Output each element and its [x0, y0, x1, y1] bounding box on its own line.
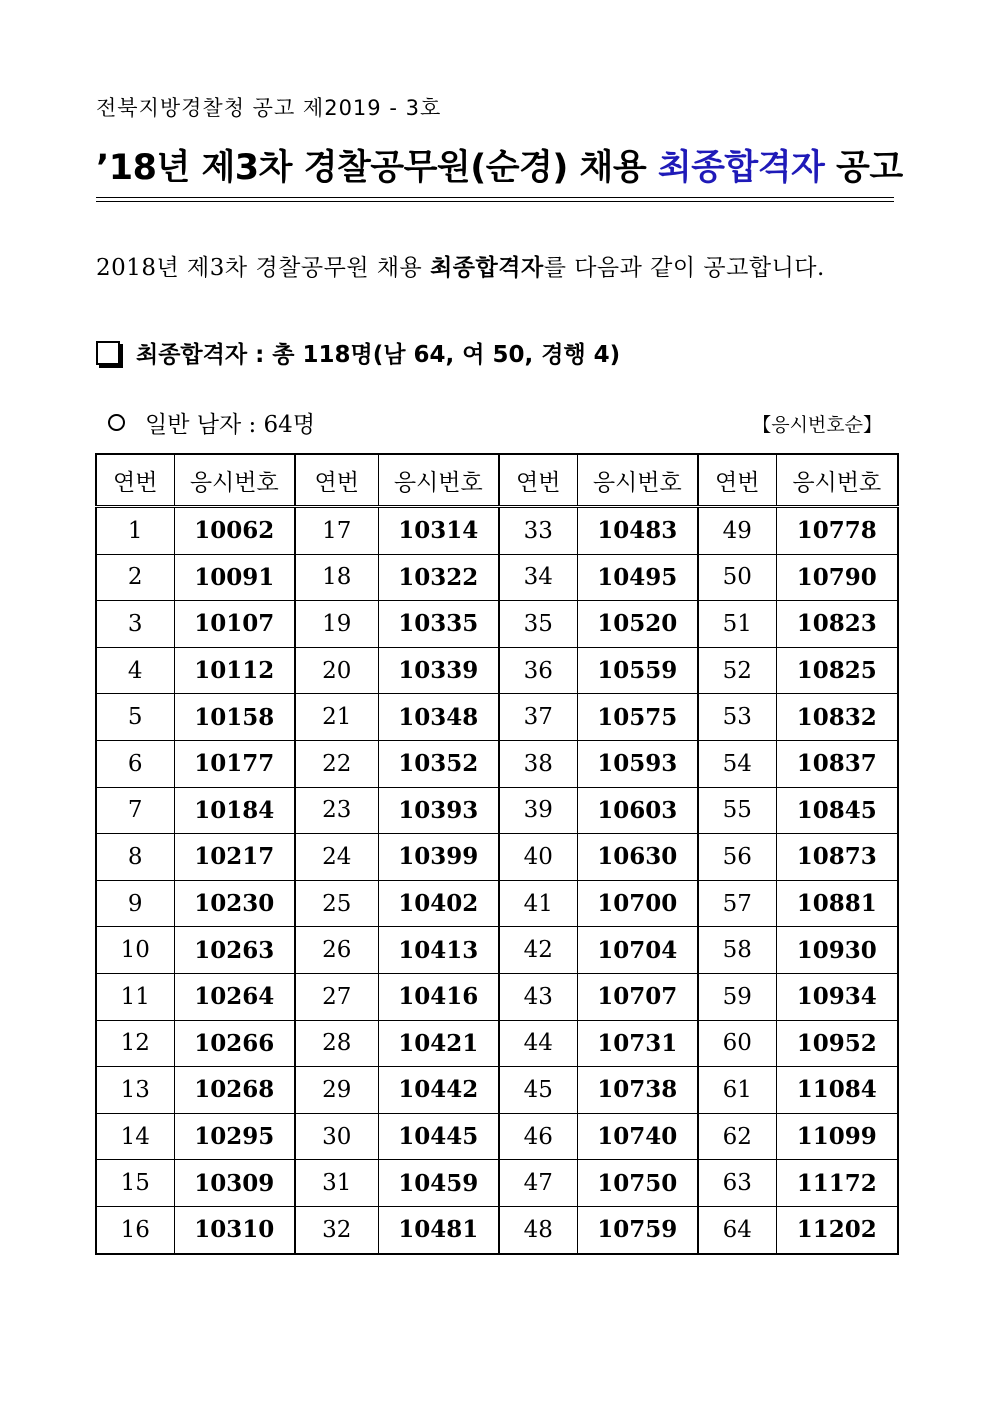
exam-number-cell: 10416 — [378, 973, 499, 1020]
serial-cell: 21 — [295, 694, 378, 741]
serial-cell: 56 — [698, 834, 776, 881]
exam-number-cell: 11202 — [776, 1206, 898, 1253]
header-exam-number: 응시번호 — [776, 454, 898, 507]
exam-number-cell: 10413 — [378, 927, 499, 974]
serial-cell: 14 — [96, 1113, 174, 1160]
serial-cell: 45 — [499, 1067, 577, 1114]
exam-number-cell: 10107 — [174, 601, 295, 648]
exam-number-cell: 10481 — [378, 1206, 499, 1253]
exam-number-cell: 10731 — [577, 1020, 698, 1067]
exam-number-cell: 10352 — [378, 740, 499, 787]
intro-prefix: 2018년 제3차 경찰공무원 채용 — [96, 255, 431, 281]
exam-number-cell: 10322 — [378, 554, 499, 601]
table-row — [96, 1020, 898, 1067]
exam-number-cell: 10790 — [776, 554, 898, 601]
table-row — [96, 880, 898, 927]
table-header-row — [96, 454, 898, 507]
table-row — [96, 601, 898, 648]
header-exam-number: 응시번호 — [577, 454, 698, 507]
checkbox-icon — [96, 341, 120, 365]
serial-cell: 53 — [698, 694, 776, 741]
serial-cell: 8 — [96, 834, 174, 881]
exam-number-cell: 10339 — [378, 647, 499, 694]
summary-text: 최종합격자 : 총 118명(남 64, 여 50, 경행 4) — [136, 342, 621, 368]
exam-number-cell: 10495 — [577, 554, 698, 601]
exam-number-cell: 10393 — [378, 787, 499, 834]
serial-cell: 60 — [698, 1020, 776, 1067]
header-serial: 연번 — [96, 454, 174, 507]
exam-number-cell: 10335 — [378, 601, 499, 648]
exam-number-cell: 10264 — [174, 973, 295, 1020]
serial-cell: 25 — [295, 880, 378, 927]
exam-number-cell: 10778 — [776, 507, 898, 555]
serial-cell: 47 — [499, 1160, 577, 1207]
exam-number-cell: 10750 — [577, 1160, 698, 1207]
title-highlight: 최종합격자 — [657, 148, 825, 188]
exam-number-cell: 11099 — [776, 1113, 898, 1160]
serial-cell: 52 — [698, 647, 776, 694]
serial-cell: 30 — [295, 1113, 378, 1160]
exam-number-cell: 10934 — [776, 973, 898, 1020]
serial-cell: 13 — [96, 1067, 174, 1114]
exam-number-cell: 10310 — [174, 1206, 295, 1253]
serial-cell: 12 — [96, 1020, 174, 1067]
table-row — [96, 507, 898, 555]
exam-number-cell: 10112 — [174, 647, 295, 694]
table-row — [96, 554, 898, 601]
exam-number-cell: 10740 — [577, 1113, 698, 1160]
serial-cell: 36 — [499, 647, 577, 694]
intro-suffix: 를 다음과 같이 공고합니다. — [543, 255, 825, 281]
exam-number-cell: 10593 — [577, 740, 698, 787]
exam-number-cell: 10707 — [577, 973, 698, 1020]
title-rule-top — [96, 197, 894, 198]
exam-number-cell: 10268 — [174, 1067, 295, 1114]
serial-cell: 19 — [295, 601, 378, 648]
serial-cell: 16 — [96, 1206, 174, 1253]
serial-cell: 37 — [499, 694, 577, 741]
serial-cell: 22 — [295, 740, 378, 787]
serial-cell: 46 — [499, 1113, 577, 1160]
exam-number-cell: 10881 — [776, 880, 898, 927]
serial-cell: 11 — [96, 973, 174, 1020]
serial-cell: 33 — [499, 507, 577, 555]
exam-number-cell: 10603 — [577, 787, 698, 834]
exam-number-cell: 10348 — [378, 694, 499, 741]
table-body — [96, 507, 898, 1254]
header-serial: 연번 — [295, 454, 378, 507]
exam-number-cell: 10930 — [776, 927, 898, 974]
exam-number-cell: 10575 — [577, 694, 698, 741]
title-part1: ’18년 제3차 경찰공무원(순경) 채용 — [96, 148, 658, 188]
serial-cell: 43 — [499, 973, 577, 1020]
serial-cell: 44 — [499, 1020, 577, 1067]
table-row — [96, 694, 898, 741]
exam-number-cell: 10873 — [776, 834, 898, 881]
exam-number-cell: 11172 — [776, 1160, 898, 1207]
serial-cell: 51 — [698, 601, 776, 648]
header-serial: 연번 — [499, 454, 577, 507]
serial-cell: 28 — [295, 1020, 378, 1067]
exam-number-cell: 10295 — [174, 1113, 295, 1160]
table-row — [96, 647, 898, 694]
serial-cell: 3 — [96, 601, 174, 648]
exam-number-cell: 10266 — [174, 1020, 295, 1067]
exam-number-cell: 10177 — [174, 740, 295, 787]
header-serial: 연번 — [698, 454, 776, 507]
exam-number-cell: 10442 — [378, 1067, 499, 1114]
exam-number-cell: 10825 — [776, 647, 898, 694]
serial-cell: 42 — [499, 927, 577, 974]
serial-cell: 4 — [96, 647, 174, 694]
serial-cell: 62 — [698, 1113, 776, 1160]
order-note: 【응시번호순】 — [752, 414, 882, 436]
serial-cell: 40 — [499, 834, 577, 881]
serial-cell: 32 — [295, 1206, 378, 1253]
intro-sentence — [96, 249, 896, 282]
exam-number-cell: 10314 — [378, 507, 499, 555]
serial-cell: 48 — [499, 1206, 577, 1253]
serial-cell: 38 — [499, 740, 577, 787]
serial-cell: 34 — [499, 554, 577, 601]
exam-number-cell: 10823 — [776, 601, 898, 648]
serial-cell: 23 — [295, 787, 378, 834]
table-row — [96, 834, 898, 881]
exam-number-cell: 11084 — [776, 1067, 898, 1114]
serial-cell: 35 — [499, 601, 577, 648]
serial-cell: 1 — [96, 507, 174, 555]
title-part2: 공고 — [824, 148, 903, 188]
serial-cell: 7 — [96, 787, 174, 834]
serial-cell: 41 — [499, 880, 577, 927]
serial-cell: 58 — [698, 927, 776, 974]
exam-number-cell: 10230 — [174, 880, 295, 927]
exam-number-cell: 10459 — [378, 1160, 499, 1207]
serial-cell: 9 — [96, 880, 174, 927]
exam-number-cell: 10263 — [174, 927, 295, 974]
serial-cell: 29 — [295, 1067, 378, 1114]
exam-number-cell: 10837 — [776, 740, 898, 787]
serial-cell: 17 — [295, 507, 378, 555]
exam-number-cell: 10184 — [174, 787, 295, 834]
serial-cell: 15 — [96, 1160, 174, 1207]
table-row — [96, 1067, 898, 1114]
table-row — [96, 1160, 898, 1207]
table-row — [96, 973, 898, 1020]
serial-cell: 57 — [698, 880, 776, 927]
exam-number-cell: 10445 — [378, 1113, 499, 1160]
serial-cell: 49 — [698, 507, 776, 555]
title-rule-bottom — [96, 201, 894, 202]
intro-bold: 최종합격자 — [430, 254, 544, 281]
page-title — [96, 140, 903, 190]
header-exam-number: 응시번호 — [174, 454, 295, 507]
exam-number-cell: 10832 — [776, 694, 898, 741]
exam-number-cell: 10217 — [174, 834, 295, 881]
exam-number-cell: 10421 — [378, 1020, 499, 1067]
table-row — [96, 927, 898, 974]
serial-cell: 55 — [698, 787, 776, 834]
serial-cell: 31 — [295, 1160, 378, 1207]
exam-number-cell: 10402 — [378, 880, 499, 927]
section-label: 일반 남자 : 64명 — [145, 412, 316, 438]
exam-number-cell: 10738 — [577, 1067, 698, 1114]
serial-cell: 26 — [295, 927, 378, 974]
serial-cell: 54 — [698, 740, 776, 787]
serial-cell: 20 — [295, 647, 378, 694]
exam-number-cell: 10062 — [174, 507, 295, 555]
table-row — [96, 787, 898, 834]
table-row — [96, 740, 898, 787]
serial-cell: 61 — [698, 1067, 776, 1114]
serial-cell: 63 — [698, 1160, 776, 1207]
table-row — [96, 1113, 898, 1160]
serial-cell: 18 — [295, 554, 378, 601]
section-label-line — [108, 406, 315, 439]
exam-number-cell: 10091 — [174, 554, 295, 601]
serial-cell: 24 — [295, 834, 378, 881]
exam-number-cell: 10630 — [577, 834, 698, 881]
exam-number-cell: 10952 — [776, 1020, 898, 1067]
exam-number-cell: 10399 — [378, 834, 499, 881]
roster-table — [95, 453, 899, 1255]
exam-number-cell: 10759 — [577, 1206, 698, 1253]
notice-number: 전북지방경찰청 공고 제2019 - 3호 — [96, 96, 442, 120]
table-row — [96, 1206, 898, 1253]
circle-bullet-icon — [108, 414, 125, 431]
serial-cell: 6 — [96, 740, 174, 787]
serial-cell: 5 — [96, 694, 174, 741]
exam-number-cell: 10309 — [174, 1160, 295, 1207]
serial-cell: 39 — [499, 787, 577, 834]
serial-cell: 10 — [96, 927, 174, 974]
exam-number-cell: 10483 — [577, 507, 698, 555]
exam-number-cell: 10559 — [577, 647, 698, 694]
serial-cell: 64 — [698, 1206, 776, 1253]
serial-cell: 50 — [698, 554, 776, 601]
exam-number-cell: 10845 — [776, 787, 898, 834]
header-exam-number: 응시번호 — [378, 454, 499, 507]
exam-number-cell: 10704 — [577, 927, 698, 974]
exam-number-cell: 10520 — [577, 601, 698, 648]
exam-number-cell: 10700 — [577, 880, 698, 927]
serial-cell: 27 — [295, 973, 378, 1020]
serial-cell: 59 — [698, 973, 776, 1020]
serial-cell: 2 — [96, 554, 174, 601]
summary-line — [96, 336, 620, 369]
exam-number-cell: 10158 — [174, 694, 295, 741]
